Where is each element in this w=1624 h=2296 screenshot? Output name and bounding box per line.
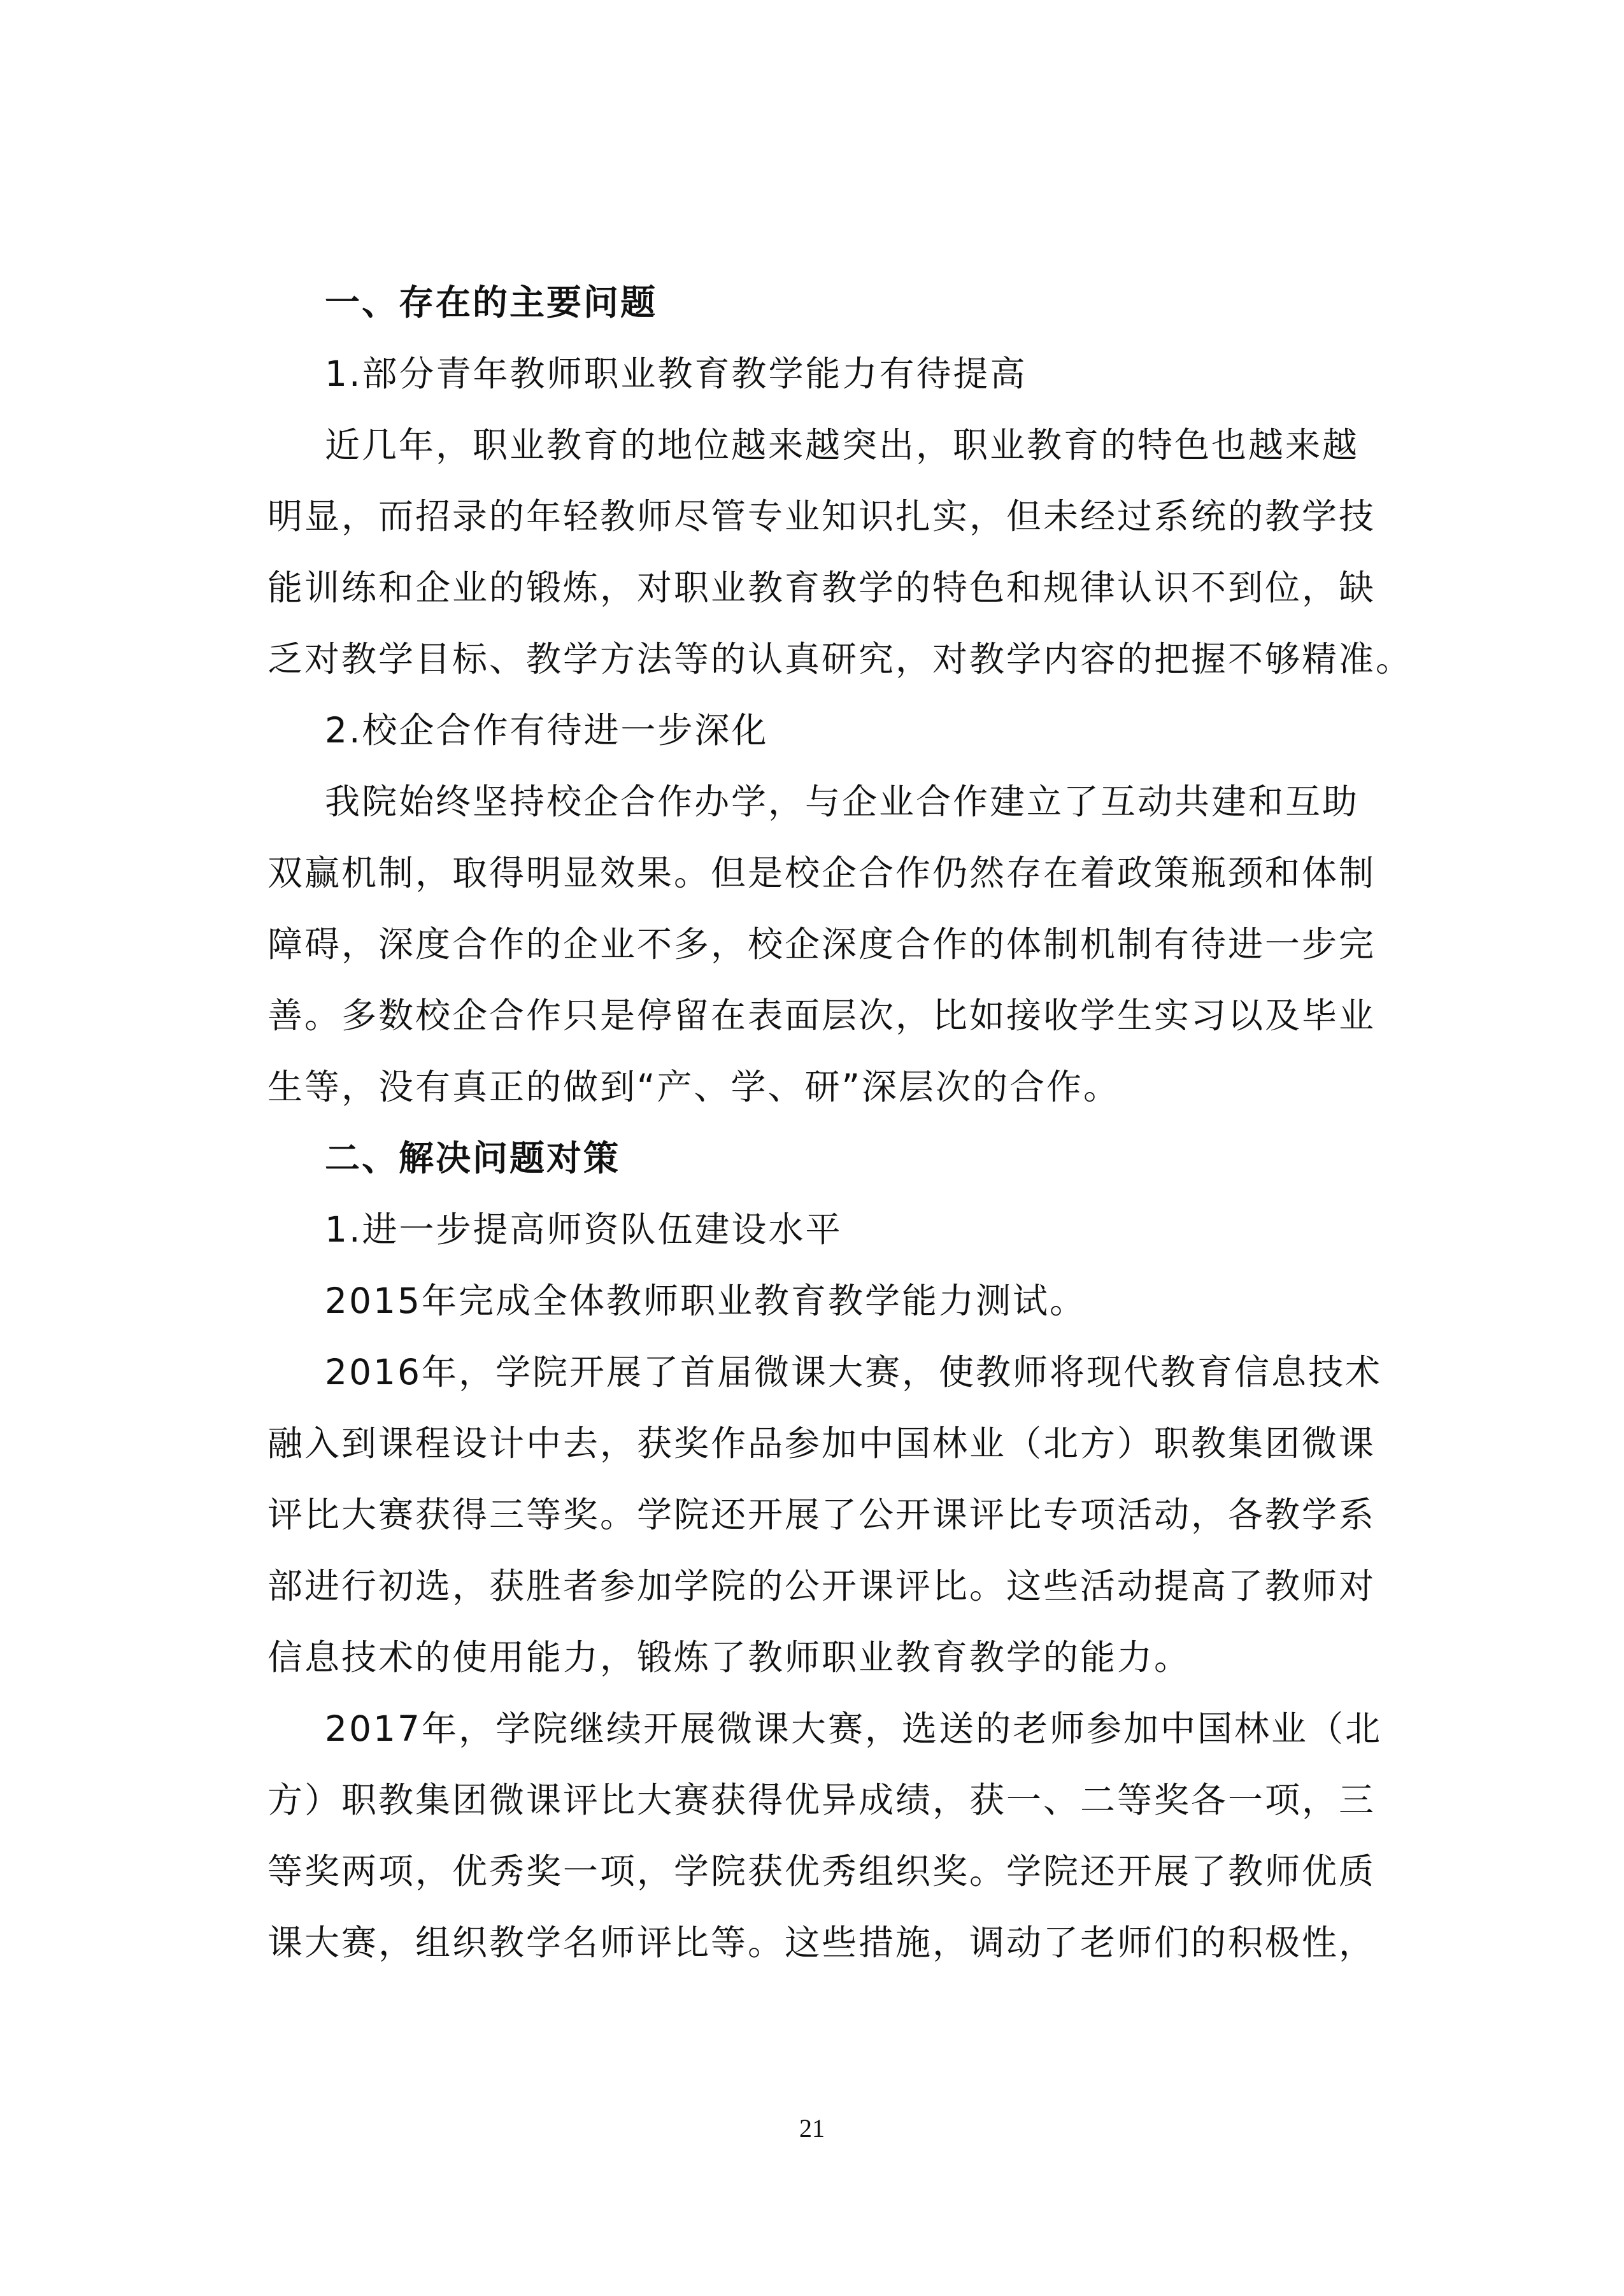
- paragraph-line: 融入到课程设计中去，获奖作品参加中国林业（北方）职教集团微课: [267, 1423, 1376, 1464]
- paragraph-line: 明显，而招录的年轻教师尽管专业知识扎实，但未经过系统的教学技: [267, 496, 1376, 537]
- paragraph-line: 评比大赛获得三等奖。学院还开展了公开课评比专项活动，各教学系: [267, 1494, 1376, 1535]
- paragraph-line: 近几年，职业教育的地位越来越突出，职业教育的特色也越来越: [325, 425, 1360, 465]
- paragraph-line: 2016年，学院开展了首届微课大赛，使教师将现代教育信息技术: [325, 1352, 1382, 1392]
- paragraph-line: 我院始终坚持校企合作办学，与企业合作建立了互动共建和互助: [325, 781, 1360, 822]
- subheading-faculty-building: 1.进一步提高师资队伍建设水平: [325, 1209, 843, 1250]
- paragraph-line: 生等，没有真正的做到“产、学、研”深层次的合作。: [267, 1067, 1120, 1107]
- paragraph-line: 课大赛，组织教学名师评比等。这些措施，调动了老师们的积极性，: [267, 1922, 1376, 1963]
- paragraph-line: 等奖两项，优秀奖一项，学院获优秀组织奖。学院还开展了教师优质: [267, 1851, 1376, 1892]
- paragraph-line: 方）职教集团微课评比大赛获得优异成绩，获一、二等奖各一项，三: [267, 1780, 1376, 1820]
- paragraph-line: 2015年完成全体教师职业教育教学能力测试。: [325, 1280, 1086, 1321]
- paragraph-line: 能训练和企业的锻炼，对职业教育教学的特色和规律认识不到位，缺: [267, 567, 1376, 608]
- page-number: 21: [799, 2114, 825, 2143]
- paragraph-line: 善。多数校企合作只是停留在表面层次，比如接收学生实习以及毕业: [267, 995, 1376, 1036]
- section-heading-problems: 一、存在的主要问题: [325, 282, 658, 323]
- paragraph-line: 障碍，深度合作的企业不多，校企深度合作的体制机制有待进一步完: [267, 924, 1376, 965]
- subheading-teacher-ability: 1.部分青年教师职业教育教学能力有待提高: [325, 353, 1027, 394]
- section-heading-solutions: 二、解决问题对策: [325, 1138, 621, 1179]
- paragraph-line: 双赢机制，取得明显效果。但是校企合作仍然存在着政策瓶颈和体制: [267, 853, 1376, 893]
- paragraph-line: 信息技术的使用能力，锻炼了教师职业教育教学的能力。: [267, 1637, 1192, 1678]
- paragraph-line: 部进行初选，获胜者参加学院的公开课评比。这些活动提高了教师对: [267, 1566, 1376, 1606]
- paragraph-line: 乏对教学目标、教学方法等的认真研究，对教学内容的把握不够精准。: [267, 639, 1413, 679]
- paragraph-line: 2017年，学院继续开展微课大赛，选送的老师参加中国林业（北: [325, 1708, 1382, 1749]
- subheading-school-enterprise: 2.校企合作有待进一步深化: [325, 710, 769, 751]
